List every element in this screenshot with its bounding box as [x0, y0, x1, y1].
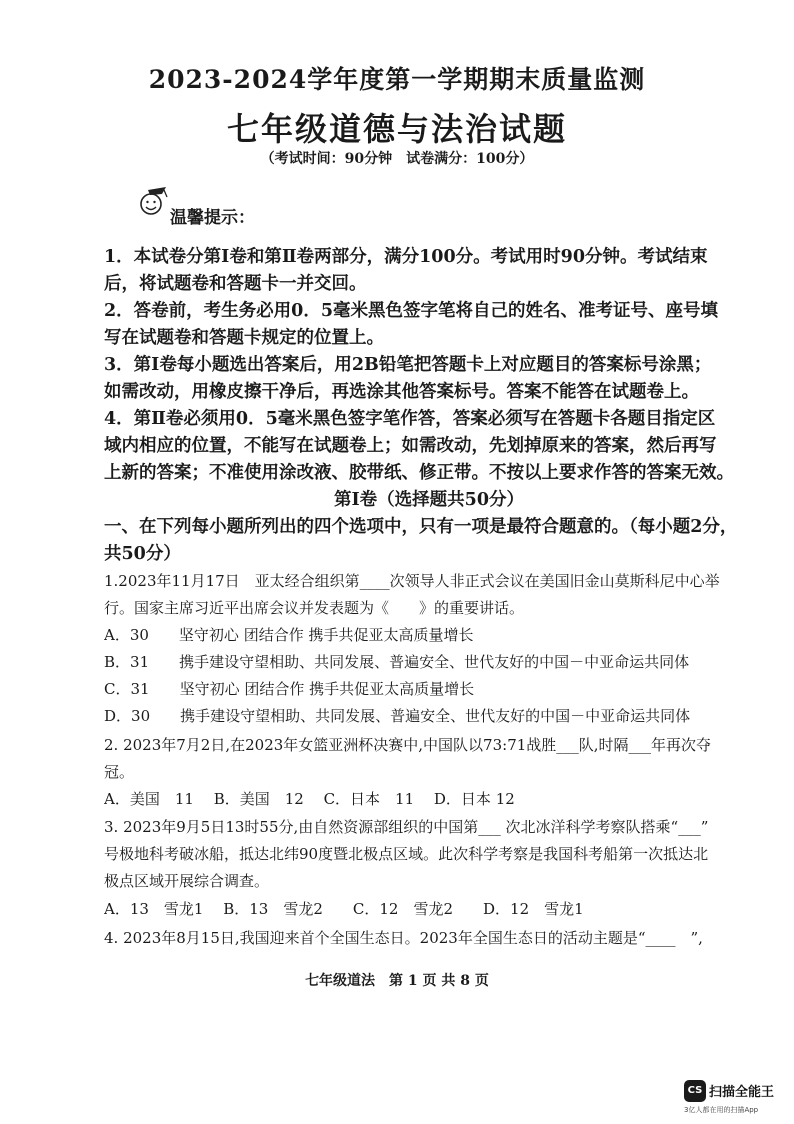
tips-line: 后，将试题卷和答题卡一并交回。: [104, 274, 367, 294]
scanner-watermark: [684, 1080, 784, 1116]
question-4-stem: 4. 2023年8月15日,我国迎来首个全国生态日。2023年全国生态日的活动主题是“____ ”,: [104, 929, 703, 947]
question-1-stem: 行。国家主席习近平出席会议并发表题为《 》的重要讲话。: [104, 599, 525, 617]
tips-line: 2．答卷前，考生务必用0．5毫米黑色签字笔将自己的姓名、准考证号、座号填: [104, 301, 719, 321]
tips-line: 域内相应的位置，不能写在试题卷上；如需改动，先划掉原来的答案，然后再写: [104, 436, 717, 456]
section-title: 第Ⅰ卷（选择题共50分）: [333, 490, 525, 510]
section-instruction: 共50分）: [104, 544, 181, 564]
question-3-stem: 极点区域开展综合调查。: [104, 872, 270, 890]
tips-line: 4．第Ⅱ卷必须用0．5毫米黑色签字笔作答，答案必须写在答题卡各题目指定区: [104, 409, 716, 429]
question-3-stem: 号极地科考破冰船，抵达北纬90度暨北极点区域。此次科学考察是我国科考船第一次抵达北: [104, 845, 709, 863]
page-footer: 七年级道法 第 1 页 共 8 页: [305, 973, 489, 989]
tips-line: 上新的答案；不准使用涂改液、胶带纸、修正带。不按以上要求作答的答案无效。: [104, 463, 734, 483]
question-1-option-b: B．31 携手建设守望相助、共同发展、普遍安全、世代友好的中国－中亚命运共同体: [104, 653, 690, 671]
question-1-option-a: A．30 坚守初心 团结合作 携手共促亚太高质量增长: [104, 626, 474, 644]
question-2-stem: 2. 2023年7月2日,在2023年女篮亚洲杯决赛中,中国队以73:71战胜___队,时隔___年再次夺: [104, 736, 712, 754]
question-1-stem: 1.2023年11月17日 亚太经合组织第____次领导人非正式会议在美国旧金山莫斯科尼中心举: [104, 572, 720, 590]
question-1-option-c: C．31 坚守初心 团结合作 携手共促亚太高质量增长: [104, 680, 475, 698]
question-3-stem: 3. 2023年9月5日13时55分,由自然资源部组织的中国第___ 次北冰洋科学考察队搭乘“___”: [104, 818, 709, 836]
scanner-app-name: 扫描全能王: [709, 1085, 775, 1100]
tips-line: 3．第Ⅰ卷每小题选出答案后，用2B铅笔把答题卡上对应题目的答案标号涂黑；: [104, 355, 712, 375]
question-2-options: A．美国 11 B．美国 12 C．日本 11 D．日本 12: [104, 790, 515, 808]
exam-subject-title: 七年级道德与法治试题: [226, 110, 567, 148]
scanner-tagline: 3亿人都在用的扫描App: [684, 1106, 759, 1114]
exam-time-info: （考试时间：90分钟 试卷满分：100分）: [260, 151, 534, 167]
smiley-graduate-icon: [136, 184, 170, 218]
question-3-options: A．13 雪龙1 B．13 雪龙2 C．12 雪龙2 D．12 雪龙1: [104, 900, 584, 918]
question-1-option-d: D．30 携手建设守望相助、共同发展、普遍安全、世代友好的中国－中亚命运共同体: [104, 707, 691, 725]
tips-line: 如需改动，用橡皮擦干净后，再选涂其他答案标号。答案不能答在试题卷上。: [104, 382, 699, 402]
question-2-stem: 冠。: [104, 763, 135, 781]
tips-line: 写在试题卷和答题卡规定的位置上。: [104, 328, 384, 348]
camscanner-logo-icon: CS: [684, 1080, 706, 1102]
tips-label: 温馨提示：: [170, 208, 255, 228]
section-instruction: 一、在下列每小题所列出的四个选项中，只有一项是最符合题意的。（每小题2分，: [104, 517, 738, 537]
tips-line: 1．本试卷分第Ⅰ卷和第Ⅱ卷两部分，满分100分。考试用时90分钟。考试结束: [104, 247, 708, 267]
exam-title: 2023-2024学年度第一学期期末质量监测: [148, 65, 646, 94]
